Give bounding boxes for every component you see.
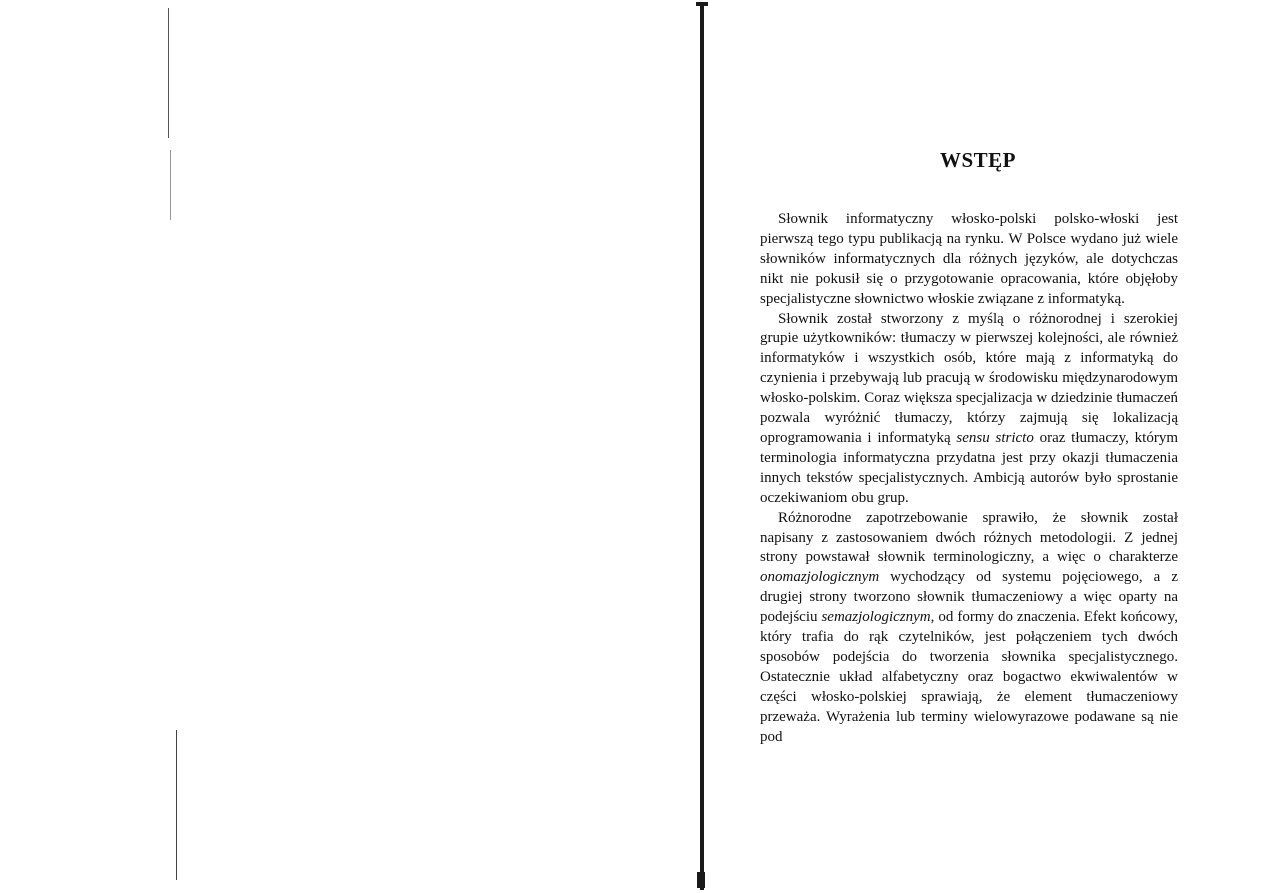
page-heading: WSTĘP — [939, 148, 1017, 172]
paragraph — [760, 310, 1178, 509]
text-run: , od formy do znaczenia. Efekt końcowy, który trafia do rąk czytelników, jest połączeniem tych dwóch sposobów podejścia do tworzenia słownika specjalistycznego. Ostatecznie układ alfabetyczny oraz bogactwo ekwiwalentów w części włosko-polskiej sprawiają, że element tłumaczeniowy przeważa. Wyrażenia lub terminy wielowyrazowe podawane są nie pod — [760, 609, 1178, 745]
text-run: oraz tłumaczy, którym terminologia informatyczna przydatna jest przy okazji tłumaczenia innych tekstów specjalistycznych. Ambicją autorów było sprostanie oczekiwaniom obu grup. — [760, 429, 1178, 506]
body-text — [760, 210, 1178, 747]
text-run: Różnorodne zapotrzebowanie sprawiło, że słownik został napisany z zastosowaniem dwóch różnych metodologii. Z jednej strony powstawał słownik terminologiczny, a więc o charakterze — [760, 509, 1178, 566]
text-run: wychodzący od systemu pojęciowego, a z drugiej strony tworzono słownik tłumaczeniowy a więc oparty na podejściu — [760, 569, 1178, 626]
text-run: Słownik został stworzony z myślą o różnorodnej i szerokiej grupie użytkowników: tłumaczy w pierwszej kolejności, ale również informatyków i wszystkich osób, które mają z informatyką do czynienia i przebywają lub pracują w środowisku międzynarodowym włosko-polskim. Coraz większa specjalizacja w dziedzinie tłumaczeń pozwala wyróżnić tłumaczy, którzy zajmują się lokalizacją oprogramowania i informatyką — [760, 310, 1178, 446]
paragraph — [760, 509, 1178, 748]
scan-artifact-line — [170, 150, 171, 220]
italic-term: sensu stricto — [956, 429, 1034, 446]
paragraph — [760, 210, 1178, 310]
scan-artifact-line — [176, 730, 177, 880]
scan-artifact-line — [168, 8, 169, 138]
text-run: Słownik informatyczny włosko-polski polsko-włoski jest pierwszą tego typu publikacją na rynku. W Polsce wydano już wiele słowników informatycznych dla różnych języków, ale dotychczas nikt nie pokusił się o przygotowanie opracowania, które objęłoby specjalistyczne słownictwo włoskie związane z informatyką. — [760, 211, 1178, 307]
italic-term: semazjologicznym — [821, 609, 931, 626]
right-page — [690, 0, 1263, 893]
italic-term: onomazjologicznym — [760, 569, 880, 586]
